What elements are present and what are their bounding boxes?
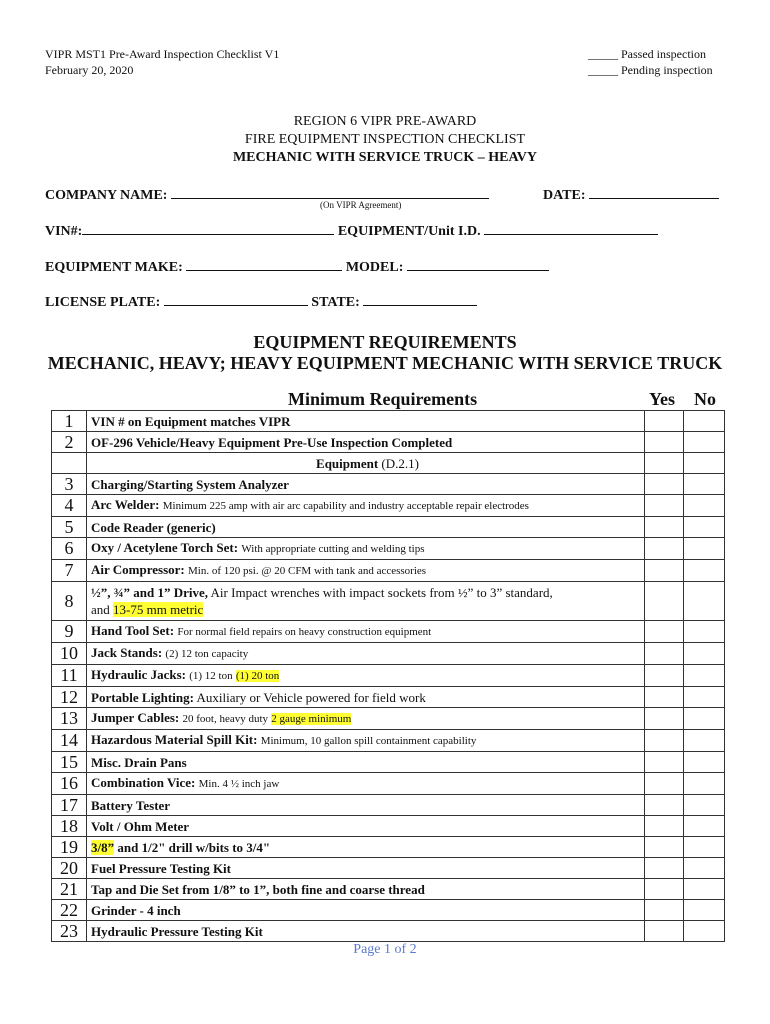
item-cell <box>87 687 645 708</box>
license-plate-label: LICENSE PLATE: <box>45 295 161 310</box>
item-number: 10 <box>52 643 87 665</box>
no-checkbox[interactable] <box>684 517 725 538</box>
no-checkbox[interactable] <box>684 643 725 665</box>
item-text: Combination Vice: <box>91 775 196 790</box>
no-checkbox[interactable] <box>684 411 725 432</box>
item-text: Arc Welder: <box>91 497 160 512</box>
pending-inspection: _____ Pending inspection <box>588 63 713 77</box>
item-detail-highlight: 2 gauge minimum <box>271 713 352 725</box>
no-checkbox[interactable] <box>684 837 725 858</box>
item-text: Air Compressor: <box>91 562 185 577</box>
no-checkbox[interactable] <box>684 560 725 582</box>
item-number: 19 <box>52 837 87 858</box>
vin-label: VIN#: <box>45 224 83 239</box>
item-number: 12 <box>52 687 87 708</box>
item-detail: For normal field repairs on heavy construction equipment <box>177 626 432 638</box>
model-line[interactable] <box>407 256 549 271</box>
item-cell <box>87 665 645 687</box>
table-row <box>52 495 725 517</box>
item-text: ½”, ¾” and 1” Drive, <box>91 585 208 600</box>
item-text: OF-296 Vehicle/Heavy Equipment Pre-Use Inspection Completed <box>87 432 645 453</box>
table-row <box>52 665 725 687</box>
item-number: 15 <box>52 752 87 773</box>
no-checkbox[interactable] <box>684 730 725 752</box>
license-plate-field[interactable] <box>45 291 477 311</box>
yes-checkbox[interactable] <box>645 687 684 708</box>
item-text: Jack Stands: <box>91 645 163 660</box>
item-cell <box>87 538 645 560</box>
yes-checkbox[interactable] <box>645 816 684 837</box>
item-text: Battery Tester <box>87 795 645 816</box>
item-detail: (1) 12 ton <box>189 670 233 682</box>
no-checkbox[interactable] <box>684 687 725 708</box>
item-number: 13 <box>52 708 87 730</box>
item-text: Oxy / Acetylene Torch Set: <box>91 540 239 555</box>
item-number: 11 <box>52 665 87 687</box>
item-number: 5 <box>52 517 87 538</box>
table-row <box>52 687 725 708</box>
title-line-2: FIRE EQUIPMENT INSPECTION CHECKLIST <box>244 132 526 147</box>
item-text: Hydraulic Jacks: <box>91 667 186 682</box>
section-label: Equipment <box>316 455 379 471</box>
item-detail: Minimum, 10 gallon spill containment capability <box>260 735 477 747</box>
item-number: 4 <box>52 495 87 517</box>
item-detail: Auxiliary or Vehicle powered for field work <box>196 689 426 705</box>
table-row <box>52 560 725 582</box>
yes-checkbox[interactable] <box>645 474 684 495</box>
equipment-requirements-heading: EQUIPMENT REQUIREMENTS <box>253 332 517 352</box>
company-name-label: COMPANY NAME: <box>45 188 168 203</box>
no-checkbox[interactable] <box>684 921 725 942</box>
table-row <box>52 474 725 495</box>
item-detail: 20 foot, heavy duty <box>182 713 269 725</box>
item-text: Code Reader (generic) <box>87 517 645 538</box>
table-row <box>52 921 725 942</box>
no-checkbox[interactable] <box>684 495 725 517</box>
item-number: 17 <box>52 795 87 816</box>
checklist-table <box>51 410 725 942</box>
yes-checkbox[interactable] <box>645 643 684 665</box>
yes-checkbox[interactable] <box>645 752 684 773</box>
yes-checkbox[interactable] <box>645 795 684 816</box>
no-checkbox[interactable] <box>684 708 725 730</box>
table-row <box>52 538 725 560</box>
item-detail-highlight: 13-75 mm metric <box>113 602 204 617</box>
yes-checkbox[interactable] <box>645 837 684 858</box>
vin-field[interactable] <box>45 220 658 240</box>
inspection-status <box>588 46 713 78</box>
date-field[interactable] <box>543 184 719 204</box>
yes-checkbox[interactable] <box>645 858 684 879</box>
title-line-3: MECHANIC WITH SERVICE TRUCK – HEAVY <box>232 150 538 165</box>
item-detail: Minimum 225 amp with air arc capability and industry acceptable repair electrodes <box>162 500 529 512</box>
item-cell <box>87 730 645 752</box>
item-text: Hydraulic Pressure Testing Kit <box>87 921 645 942</box>
company-name-line[interactable] <box>171 184 489 199</box>
mechanic-heading: MECHANIC, HEAVY; HEAVY EQUIPMENT MECHANIC WITH SERVICE TRUCK <box>47 353 723 373</box>
yes-checkbox[interactable] <box>645 879 684 900</box>
document-date: February 20, 2020 <box>45 63 134 77</box>
item-detail-highlight: (1) 20 ton <box>235 670 280 682</box>
item-cell <box>87 560 645 582</box>
item-text: Grinder - 4 inch <box>87 900 645 921</box>
no-checkbox[interactable] <box>684 816 725 837</box>
yes-checkbox[interactable] <box>645 560 684 582</box>
item-cell <box>87 773 645 795</box>
item-number: 18 <box>52 816 87 837</box>
item-number: 20 <box>52 858 87 879</box>
yes-checkbox[interactable] <box>645 773 684 795</box>
section-row <box>52 453 725 474</box>
title-line-1: REGION 6 VIPR PRE-AWARD <box>293 114 477 129</box>
item-text: Portable Lighting: <box>91 689 194 705</box>
date-label: DATE: <box>543 188 586 203</box>
item-number: 9 <box>52 621 87 643</box>
item-text: and 1/2" drill w/bits to 3/4" <box>114 839 271 855</box>
item-number: 8 <box>52 582 87 621</box>
no-checkbox[interactable] <box>684 432 725 453</box>
no-checkbox[interactable] <box>684 858 725 879</box>
no-checkbox[interactable] <box>684 474 725 495</box>
no-checkbox[interactable] <box>684 773 725 795</box>
yes-checkbox[interactable] <box>645 432 684 453</box>
no-checkbox[interactable] <box>684 752 725 773</box>
equipment-unit-label: EQUIPMENT/Unit I.D. <box>337 224 481 239</box>
item-text: Tap and Die Set from 1/8” to 1”, both fine and coarse thread <box>87 879 645 900</box>
no-checkbox[interactable] <box>684 795 725 816</box>
item-cell <box>87 643 645 665</box>
state-line[interactable] <box>363 291 477 306</box>
table-row <box>52 900 725 921</box>
item-text-highlight: 3/8” <box>91 839 115 855</box>
item-detail: With appropriate cutting and welding tips <box>241 543 425 555</box>
page-number: Page 1 of 2 <box>353 942 417 957</box>
no-checkbox[interactable] <box>684 665 725 687</box>
item-number: 1 <box>52 411 87 432</box>
equipment-make-label: EQUIPMENT MAKE: <box>45 260 183 275</box>
equipment-unit-line[interactable] <box>484 220 658 235</box>
item-number: 22 <box>52 900 87 921</box>
item-number: 23 <box>52 921 87 942</box>
date-line[interactable] <box>589 184 719 199</box>
yes-checkbox[interactable] <box>645 495 684 517</box>
vin-line[interactable] <box>82 220 334 235</box>
state-label: STATE: <box>311 295 360 310</box>
no-checkbox[interactable] <box>684 582 725 621</box>
on-vipr-note: (On VIPR Agreement) <box>320 200 402 210</box>
item-cell <box>87 495 645 517</box>
item-detail: Min. 4 ½ inch jaw <box>198 778 280 790</box>
table-row <box>52 730 725 752</box>
table-row <box>52 752 725 773</box>
yes-checkbox[interactable] <box>645 665 684 687</box>
item-detail: Min. of 120 psi. @ 20 CFM with tank and accessories <box>188 565 427 577</box>
document-title: VIPR MST1 Pre-Award Inspection Checklist V1 <box>45 47 280 61</box>
yes-checkbox[interactable] <box>645 900 684 921</box>
item-text: Volt / Ohm Meter <box>87 816 645 837</box>
section-reference: (D.2.1) <box>381 455 419 471</box>
yes-checkbox[interactable] <box>645 708 684 730</box>
table-row <box>52 816 725 837</box>
no-checkbox[interactable] <box>684 900 725 921</box>
table-row <box>52 432 725 453</box>
item-number: 16 <box>52 773 87 795</box>
table-row <box>52 517 725 538</box>
no-checkbox[interactable] <box>684 621 725 643</box>
table-row <box>52 411 725 432</box>
item-number: 3 <box>52 474 87 495</box>
yes-checkbox[interactable] <box>645 538 684 560</box>
table-row <box>52 643 725 665</box>
company-name-field[interactable] <box>45 184 489 204</box>
no-checkbox[interactable] <box>684 879 725 900</box>
yes-checkbox[interactable] <box>645 411 684 432</box>
table-row <box>52 879 725 900</box>
equipment-make-line[interactable] <box>186 256 342 271</box>
yes-heading: Yes <box>649 389 675 409</box>
table-row <box>52 795 725 816</box>
item-number: 6 <box>52 538 87 560</box>
section-header <box>87 453 645 474</box>
item-cell <box>87 582 645 621</box>
item-text: Hazardous Material Spill Kit: <box>91 732 258 747</box>
yes-checkbox[interactable] <box>645 730 684 752</box>
no-heading: No <box>694 389 716 409</box>
item-text: Charging/Starting System Analyzer <box>87 474 645 495</box>
item-detail-cont: and <box>91 602 114 617</box>
table-row <box>52 582 725 621</box>
equipment-make-field[interactable] <box>45 256 549 276</box>
yes-checkbox[interactable] <box>645 517 684 538</box>
table-row <box>52 708 725 730</box>
yes-checkbox[interactable] <box>645 921 684 942</box>
item-text: Misc. Drain Pans <box>87 752 645 773</box>
item-cell <box>87 621 645 643</box>
yes-checkbox[interactable] <box>645 582 684 621</box>
table-row <box>52 837 725 858</box>
no-checkbox[interactable] <box>684 538 725 560</box>
table-row <box>52 773 725 795</box>
table-row <box>52 858 725 879</box>
table-row <box>52 621 725 643</box>
item-number: 14 <box>52 730 87 752</box>
minimum-requirements-heading: Minimum Requirements <box>288 389 478 409</box>
item-text: VIN # on Equipment matches VIPR <box>87 411 645 432</box>
document-header-left <box>45 46 279 78</box>
item-detail: Air Impact wrenches with impact sockets from ½” to 3” standard, <box>210 585 553 600</box>
item-detail: (2) 12 ton capacity <box>165 648 249 660</box>
model-label: MODEL: <box>345 260 404 275</box>
item-text: Jumper Cables: <box>91 710 180 725</box>
item-text: Fuel Pressure Testing Kit <box>87 858 645 879</box>
item-number: 21 <box>52 879 87 900</box>
item-text: Hand Tool Set: <box>91 623 175 638</box>
item-cell <box>87 708 645 730</box>
license-plate-line[interactable] <box>164 291 308 306</box>
yes-checkbox[interactable] <box>645 621 684 643</box>
passed-inspection: _____ Passed inspection <box>588 47 706 61</box>
item-number: 7 <box>52 560 87 582</box>
item-cell <box>87 837 645 858</box>
item-number: 2 <box>52 432 87 453</box>
